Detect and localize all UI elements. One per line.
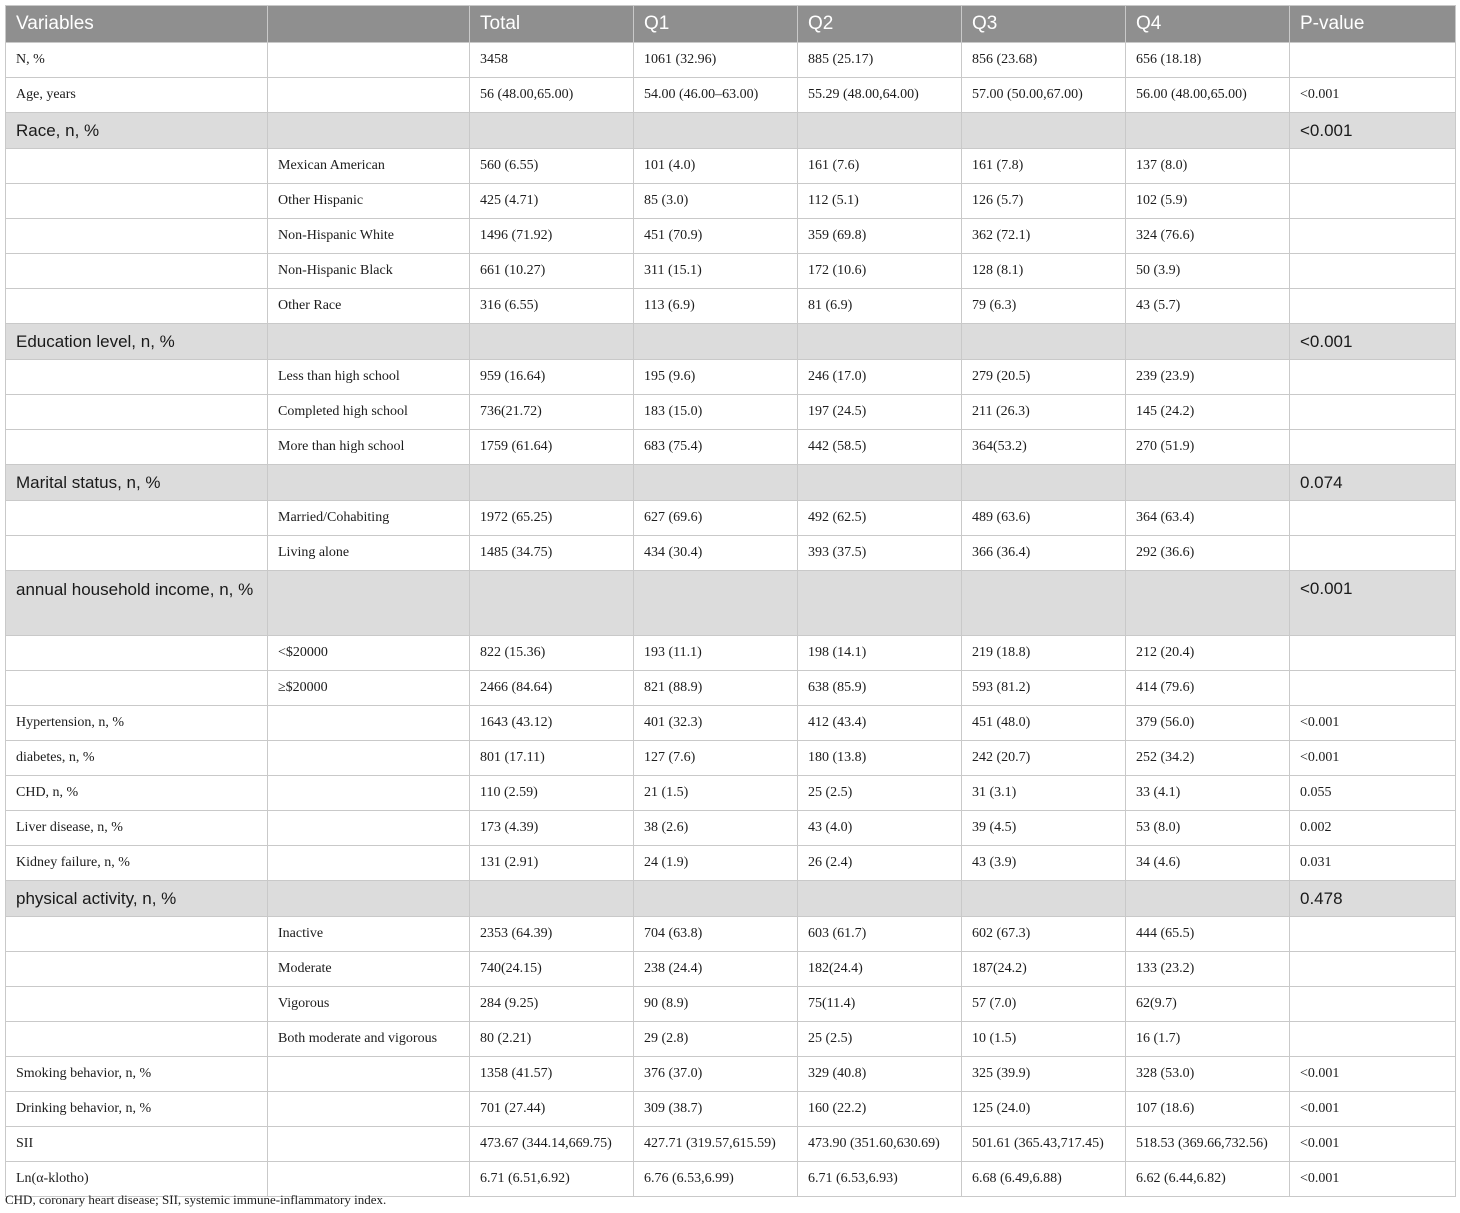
p-value-cell (1290, 536, 1456, 571)
q2-cell (798, 571, 962, 636)
variable-cell (6, 536, 268, 571)
total-cell: 560 (6.55) (470, 149, 634, 184)
group-header-row (6, 324, 1456, 360)
q2-cell: 603 (61.7) (798, 917, 962, 952)
q1-cell: 627 (69.6) (634, 501, 798, 536)
q4-cell: 56.00 (48.00,65.00) (1126, 78, 1290, 113)
q1-cell: 451 (70.9) (634, 219, 798, 254)
table-row (6, 741, 1456, 776)
table-row (6, 289, 1456, 324)
header-q1: Q1 (634, 6, 798, 43)
p-value-cell: 0.031 (1290, 846, 1456, 881)
q2-cell: 182(24.4) (798, 952, 962, 987)
q3-cell: 602 (67.3) (962, 917, 1126, 952)
total-cell (470, 881, 634, 917)
p-value-cell (1290, 360, 1456, 395)
variable-cell: CHD, n, % (6, 776, 268, 811)
variable-cell (6, 395, 268, 430)
table-row (6, 706, 1456, 741)
variable-cell: Hypertension, n, % (6, 706, 268, 741)
table-row (6, 149, 1456, 184)
q2-cell: 393 (37.5) (798, 536, 962, 571)
total-cell: 110 (2.59) (470, 776, 634, 811)
q1-cell: 1061 (32.96) (634, 43, 798, 78)
subcategory-cell: Other Race (268, 289, 470, 324)
variable-cell: Kidney failure, n, % (6, 846, 268, 881)
q4-cell: 16 (1.7) (1126, 1022, 1290, 1057)
p-value-cell: <0.001 (1290, 324, 1456, 360)
q3-cell: 128 (8.1) (962, 254, 1126, 289)
q3-cell: 366 (36.4) (962, 536, 1126, 571)
table-row (6, 43, 1456, 78)
p-value-cell: <0.001 (1290, 571, 1456, 636)
q4-cell: 50 (3.9) (1126, 254, 1290, 289)
variable-cell: SII (6, 1127, 268, 1162)
q3-cell: 219 (18.8) (962, 636, 1126, 671)
table-row (6, 184, 1456, 219)
q3-cell: 451 (48.0) (962, 706, 1126, 741)
variable-cell (6, 254, 268, 289)
q2-cell: 329 (40.8) (798, 1057, 962, 1092)
subcategory-cell: Non-Hispanic White (268, 219, 470, 254)
variable-cell (6, 149, 268, 184)
variable-cell: Drinking behavior, n, % (6, 1092, 268, 1127)
subcategory-cell: Non-Hispanic Black (268, 254, 470, 289)
total-cell: 316 (6.55) (470, 289, 634, 324)
table-row (6, 501, 1456, 536)
q4-cell (1126, 571, 1290, 636)
q4-cell: 518.53 (369.66,732.56) (1126, 1127, 1290, 1162)
q4-cell: 656 (18.18) (1126, 43, 1290, 78)
total-cell: 56 (48.00,65.00) (470, 78, 634, 113)
q4-cell: 239 (23.9) (1126, 360, 1290, 395)
q3-cell: 6.68 (6.49,6.88) (962, 1162, 1126, 1197)
variable-cell (6, 360, 268, 395)
total-cell: 80 (2.21) (470, 1022, 634, 1057)
q2-cell: 6.71 (6.53,6.93) (798, 1162, 962, 1197)
p-value-cell (1290, 219, 1456, 254)
q2-cell (798, 324, 962, 360)
q4-cell: 133 (23.2) (1126, 952, 1290, 987)
subcategory-cell: <$20000 (268, 636, 470, 671)
header-p-value: P-value (1290, 6, 1456, 43)
q3-cell: 10 (1.5) (962, 1022, 1126, 1057)
q2-cell: 180 (13.8) (798, 741, 962, 776)
subcategory-cell (268, 571, 470, 636)
q4-cell: 53 (8.0) (1126, 811, 1290, 846)
q4-cell: 137 (8.0) (1126, 149, 1290, 184)
q4-cell (1126, 324, 1290, 360)
q1-cell (634, 465, 798, 501)
p-value-cell: <0.001 (1290, 1092, 1456, 1127)
variable-cell: Marital status, n, % (6, 465, 268, 501)
q3-cell: 593 (81.2) (962, 671, 1126, 706)
p-value-cell: <0.001 (1290, 1057, 1456, 1092)
q3-cell: 126 (5.7) (962, 184, 1126, 219)
total-cell (470, 571, 634, 636)
total-cell: 822 (15.36) (470, 636, 634, 671)
variable-cell (6, 430, 268, 465)
variable-cell (6, 952, 268, 987)
q4-cell: 107 (18.6) (1126, 1092, 1290, 1127)
q2-cell: 359 (69.8) (798, 219, 962, 254)
q4-cell: 292 (36.6) (1126, 536, 1290, 571)
p-value-cell (1290, 671, 1456, 706)
q4-cell: 34 (4.6) (1126, 846, 1290, 881)
p-value-cell: 0.055 (1290, 776, 1456, 811)
subcategory-cell (268, 465, 470, 501)
subcategory-cell: More than high school (268, 430, 470, 465)
q1-cell: 54.00 (46.00–63.00) (634, 78, 798, 113)
characteristics-table (5, 5, 1456, 1197)
subcategory-cell (268, 78, 470, 113)
q2-cell (798, 465, 962, 501)
group-header-row (6, 571, 1456, 636)
q1-cell: 401 (32.3) (634, 706, 798, 741)
table-row (6, 78, 1456, 113)
variable-cell: Ln(α-klotho) (6, 1162, 268, 1197)
table-row (6, 952, 1456, 987)
q1-cell: 434 (30.4) (634, 536, 798, 571)
q3-cell: 242 (20.7) (962, 741, 1126, 776)
total-cell: 173 (4.39) (470, 811, 634, 846)
q1-cell: 821 (88.9) (634, 671, 798, 706)
table-row (6, 430, 1456, 465)
total-cell: 2353 (64.39) (470, 917, 634, 952)
q3-cell: 187(24.2) (962, 952, 1126, 987)
q2-cell: 412 (43.4) (798, 706, 962, 741)
q2-cell: 246 (17.0) (798, 360, 962, 395)
q1-cell: 193 (11.1) (634, 636, 798, 671)
table-row (6, 219, 1456, 254)
q2-cell: 25 (2.5) (798, 776, 962, 811)
header-total: Total (470, 6, 634, 43)
table-row (6, 671, 1456, 706)
total-cell: 1485 (34.75) (470, 536, 634, 571)
p-value-cell (1290, 1022, 1456, 1057)
p-value-cell (1290, 917, 1456, 952)
variable-cell: diabetes, n, % (6, 741, 268, 776)
q2-cell (798, 113, 962, 149)
table-body (6, 43, 1456, 1197)
variable-cell (6, 671, 268, 706)
variable-cell (6, 501, 268, 536)
q3-cell: 279 (20.5) (962, 360, 1126, 395)
subcategory-cell (268, 324, 470, 360)
p-value-cell (1290, 952, 1456, 987)
variable-cell (6, 184, 268, 219)
q2-cell: 885 (25.17) (798, 43, 962, 78)
variable-cell: Smoking behavior, n, % (6, 1057, 268, 1092)
q2-cell: 26 (2.4) (798, 846, 962, 881)
q4-cell: 145 (24.2) (1126, 395, 1290, 430)
q4-cell: 379 (56.0) (1126, 706, 1290, 741)
total-cell: 473.67 (344.14,669.75) (470, 1127, 634, 1162)
q1-cell (634, 571, 798, 636)
table-row (6, 846, 1456, 881)
q2-cell: 161 (7.6) (798, 149, 962, 184)
total-cell (470, 113, 634, 149)
table-row (6, 536, 1456, 571)
subcategory-cell (268, 706, 470, 741)
q4-cell: 270 (51.9) (1126, 430, 1290, 465)
q2-cell (798, 881, 962, 917)
q1-cell: 183 (15.0) (634, 395, 798, 430)
p-value-cell: <0.001 (1290, 1127, 1456, 1162)
variable-cell: physical activity, n, % (6, 881, 268, 917)
q1-cell: 195 (9.6) (634, 360, 798, 395)
subcategory-cell: Vigorous (268, 987, 470, 1022)
q1-cell: 376 (37.0) (634, 1057, 798, 1092)
q1-cell: 24 (1.9) (634, 846, 798, 881)
q2-cell: 55.29 (48.00,64.00) (798, 78, 962, 113)
table-footnote: CHD, coronary heart disease; SII, systemic immune-inflammatory index. (5, 1192, 387, 1207)
q1-cell (634, 881, 798, 917)
p-value-cell (1290, 987, 1456, 1022)
q2-cell: 81 (6.9) (798, 289, 962, 324)
header-q2: Q2 (798, 6, 962, 43)
q4-cell: 43 (5.7) (1126, 289, 1290, 324)
q2-cell: 43 (4.0) (798, 811, 962, 846)
variable-cell (6, 219, 268, 254)
q3-cell: 325 (39.9) (962, 1057, 1126, 1092)
p-value-cell (1290, 149, 1456, 184)
total-cell (470, 324, 634, 360)
q3-cell (962, 113, 1126, 149)
q2-cell: 492 (62.5) (798, 501, 962, 536)
total-cell: 661 (10.27) (470, 254, 634, 289)
q1-cell: 85 (3.0) (634, 184, 798, 219)
q1-cell: 29 (2.8) (634, 1022, 798, 1057)
q2-cell: 172 (10.6) (798, 254, 962, 289)
header-row (6, 6, 1456, 43)
p-value-cell: 0.074 (1290, 465, 1456, 501)
p-value-cell: <0.001 (1290, 1162, 1456, 1197)
table-row (6, 360, 1456, 395)
q4-cell: 364 (63.4) (1126, 501, 1290, 536)
q3-cell (962, 571, 1126, 636)
q2-cell: 75(11.4) (798, 987, 962, 1022)
variable-cell (6, 289, 268, 324)
p-value-cell (1290, 289, 1456, 324)
subcategory-cell (268, 1057, 470, 1092)
subcategory-cell (268, 846, 470, 881)
q3-cell (962, 465, 1126, 501)
subcategory-cell: Moderate (268, 952, 470, 987)
q1-cell: 6.76 (6.53,6.99) (634, 1162, 798, 1197)
q3-cell: 31 (3.1) (962, 776, 1126, 811)
variable-cell: N, % (6, 43, 268, 78)
variable-cell: Education level, n, % (6, 324, 268, 360)
p-value-cell (1290, 254, 1456, 289)
q4-cell: 252 (34.2) (1126, 741, 1290, 776)
p-value-cell (1290, 636, 1456, 671)
q4-cell: 6.62 (6.44,6.82) (1126, 1162, 1290, 1197)
q2-cell: 112 (5.1) (798, 184, 962, 219)
total-cell: 1358 (41.57) (470, 1057, 634, 1092)
q1-cell: 704 (63.8) (634, 917, 798, 952)
p-value-cell (1290, 395, 1456, 430)
table-row (6, 1057, 1456, 1092)
q4-cell: 444 (65.5) (1126, 917, 1290, 952)
table-row (6, 254, 1456, 289)
header-q4: Q4 (1126, 6, 1290, 43)
q2-cell: 442 (58.5) (798, 430, 962, 465)
variable-cell: Age, years (6, 78, 268, 113)
subcategory-cell: Inactive (268, 917, 470, 952)
total-cell: 1496 (71.92) (470, 219, 634, 254)
q3-cell (962, 881, 1126, 917)
total-cell: 6.71 (6.51,6.92) (470, 1162, 634, 1197)
subcategory-cell (268, 881, 470, 917)
header-q3: Q3 (962, 6, 1126, 43)
table-row (6, 1092, 1456, 1127)
q3-cell: 489 (63.6) (962, 501, 1126, 536)
p-value-cell: <0.001 (1290, 741, 1456, 776)
subcategory-cell (268, 43, 470, 78)
q4-cell (1126, 881, 1290, 917)
total-cell: 740(24.15) (470, 952, 634, 987)
variable-cell (6, 987, 268, 1022)
q1-cell: 101 (4.0) (634, 149, 798, 184)
table-row (6, 811, 1456, 846)
q3-cell: 39 (4.5) (962, 811, 1126, 846)
q4-cell: 33 (4.1) (1126, 776, 1290, 811)
total-cell: 3458 (470, 43, 634, 78)
group-header-row (6, 113, 1456, 149)
subcategory-cell (268, 811, 470, 846)
table-row (6, 1022, 1456, 1057)
total-cell: 1972 (65.25) (470, 501, 634, 536)
variable-cell (6, 636, 268, 671)
table-row (6, 917, 1456, 952)
q2-cell: 160 (22.2) (798, 1092, 962, 1127)
q3-cell (962, 324, 1126, 360)
q1-cell: 309 (38.7) (634, 1092, 798, 1127)
q1-cell (634, 113, 798, 149)
q4-cell (1126, 465, 1290, 501)
subcategory-cell: Less than high school (268, 360, 470, 395)
total-cell: 801 (17.11) (470, 741, 634, 776)
q3-cell: 57.00 (50.00,67.00) (962, 78, 1126, 113)
variable-cell (6, 917, 268, 952)
group-header-row (6, 881, 1456, 917)
q3-cell: 125 (24.0) (962, 1092, 1126, 1127)
table-row (6, 636, 1456, 671)
q1-cell: 427.71 (319.57,615.59) (634, 1127, 798, 1162)
subcategory-cell: Completed high school (268, 395, 470, 430)
q1-cell: 238 (24.4) (634, 952, 798, 987)
p-value-cell: <0.001 (1290, 113, 1456, 149)
header-variables: Variables (6, 6, 268, 43)
q2-cell: 638 (85.9) (798, 671, 962, 706)
q1-cell: 38 (2.6) (634, 811, 798, 846)
subcategory-cell: Other Hispanic (268, 184, 470, 219)
p-value-cell: <0.001 (1290, 78, 1456, 113)
subcategory-cell: Both moderate and vigorous (268, 1022, 470, 1057)
total-cell: 131 (2.91) (470, 846, 634, 881)
q3-cell: 57 (7.0) (962, 987, 1126, 1022)
p-value-cell: <0.001 (1290, 706, 1456, 741)
table-row (6, 395, 1456, 430)
q3-cell: 501.61 (365.43,717.45) (962, 1127, 1126, 1162)
variable-cell: annual household income, n, % (6, 571, 268, 636)
p-value-cell (1290, 184, 1456, 219)
q3-cell: 362 (72.1) (962, 219, 1126, 254)
q4-cell: 328 (53.0) (1126, 1057, 1290, 1092)
q2-cell: 25 (2.5) (798, 1022, 962, 1057)
subcategory-cell: Living alone (268, 536, 470, 571)
subcategory-cell (268, 1092, 470, 1127)
variable-cell (6, 1022, 268, 1057)
q1-cell: 21 (1.5) (634, 776, 798, 811)
total-cell: 736(21.72) (470, 395, 634, 430)
subcategory-cell (268, 776, 470, 811)
q1-cell: 311 (15.1) (634, 254, 798, 289)
q3-cell: 161 (7.8) (962, 149, 1126, 184)
table-row (6, 987, 1456, 1022)
q1-cell: 683 (75.4) (634, 430, 798, 465)
total-cell: 701 (27.44) (470, 1092, 634, 1127)
q1-cell: 127 (7.6) (634, 741, 798, 776)
q4-cell: 414 (79.6) (1126, 671, 1290, 706)
p-value-cell: 0.478 (1290, 881, 1456, 917)
table-row (6, 1127, 1456, 1162)
q1-cell: 90 (8.9) (634, 987, 798, 1022)
q3-cell: 43 (3.9) (962, 846, 1126, 881)
table-row (6, 776, 1456, 811)
p-value-cell (1290, 43, 1456, 78)
total-cell: 284 (9.25) (470, 987, 634, 1022)
subcategory-cell: ≥$20000 (268, 671, 470, 706)
q4-cell: 102 (5.9) (1126, 184, 1290, 219)
total-cell: 959 (16.64) (470, 360, 634, 395)
q3-cell: 211 (26.3) (962, 395, 1126, 430)
subcategory-cell: Mexican American (268, 149, 470, 184)
total-cell: 2466 (84.64) (470, 671, 634, 706)
q2-cell: 473.90 (351.60,630.69) (798, 1127, 962, 1162)
subcategory-cell: Married/Cohabiting (268, 501, 470, 536)
header-subcategory (268, 6, 470, 43)
subcategory-cell (268, 741, 470, 776)
q4-cell: 324 (76.6) (1126, 219, 1290, 254)
variable-cell: Race, n, % (6, 113, 268, 149)
subcategory-cell (268, 1127, 470, 1162)
p-value-cell (1290, 501, 1456, 536)
total-cell: 1759 (61.64) (470, 430, 634, 465)
p-value-cell: 0.002 (1290, 811, 1456, 846)
q4-cell (1126, 113, 1290, 149)
q3-cell: 364(53.2) (962, 430, 1126, 465)
q2-cell: 197 (24.5) (798, 395, 962, 430)
q1-cell: 113 (6.9) (634, 289, 798, 324)
total-cell: 1643 (43.12) (470, 706, 634, 741)
group-header-row (6, 465, 1456, 501)
q1-cell (634, 324, 798, 360)
total-cell: 425 (4.71) (470, 184, 634, 219)
q4-cell: 62(9.7) (1126, 987, 1290, 1022)
total-cell (470, 465, 634, 501)
q4-cell: 212 (20.4) (1126, 636, 1290, 671)
q2-cell: 198 (14.1) (798, 636, 962, 671)
q3-cell: 79 (6.3) (962, 289, 1126, 324)
subcategory-cell (268, 113, 470, 149)
q3-cell: 856 (23.68) (962, 43, 1126, 78)
p-value-cell (1290, 430, 1456, 465)
variable-cell: Liver disease, n, % (6, 811, 268, 846)
